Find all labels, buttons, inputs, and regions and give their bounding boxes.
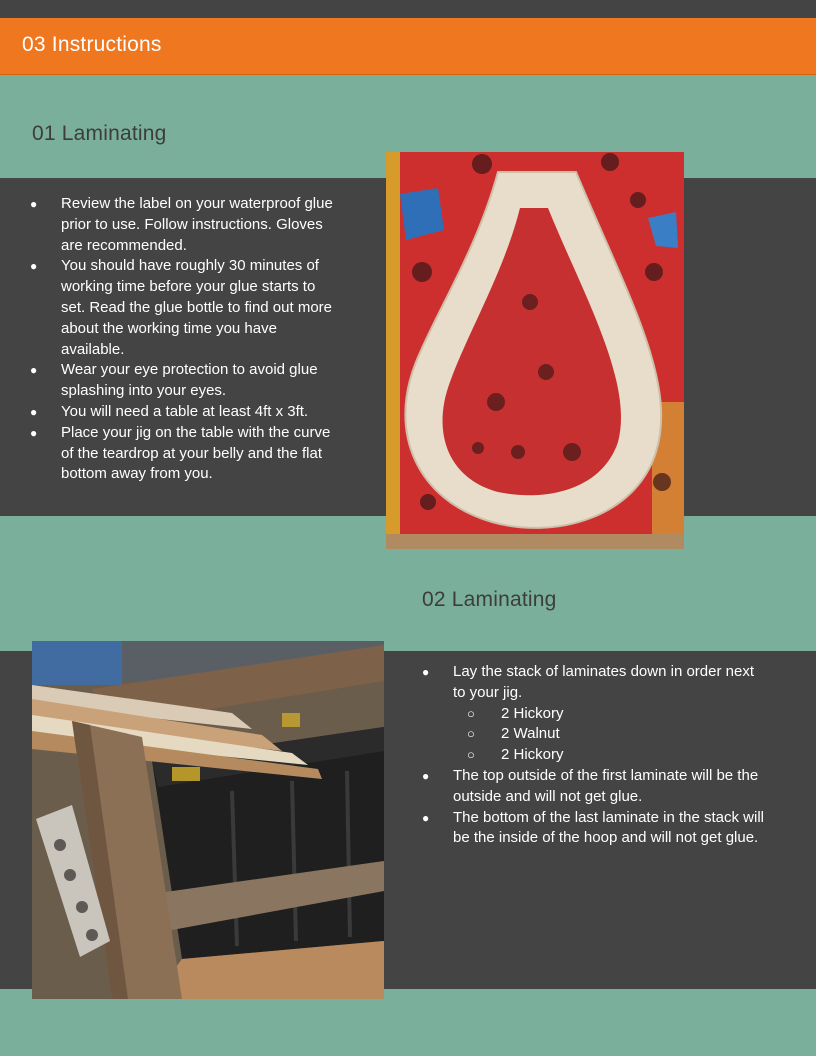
section-1-title: 01 Laminating	[32, 122, 167, 145]
wood-order-list	[453, 704, 765, 766]
list-item: ○ 2 Hickory	[453, 745, 765, 766]
list-item: ● Review the label on your waterproof glue prior to use. Follow instructions. Gloves are recommended.	[30, 195, 333, 254]
header-bar	[0, 18, 816, 75]
list-item: ○ 2 Walnut	[453, 724, 765, 745]
sub-bullet-icon: ○	[467, 705, 475, 721]
bullet-icon: ●	[422, 665, 430, 679]
sub-bullet-icon: ○	[467, 747, 475, 763]
page-title: 03 Instructions	[22, 33, 162, 56]
list-item: ● The top outside of the first laminate will be the outside and will not get glue.	[422, 766, 759, 805]
list-item: ● Lay the stack of laminates down in order next to your jig. ○ 2 Hickory ○ 2 Walnut ○ 2 Hickory	[420, 662, 765, 766]
section-2-bullet-list	[420, 662, 765, 849]
bullet-icon: ●	[30, 425, 38, 440]
list-item: ● Place your jig on the table with the curve of the teardrop at your belly and the flat bottom away from you.	[30, 423, 331, 483]
sub-bullet-icon: ○	[467, 726, 475, 742]
list-item: ● The bottom of the last laminate in the stack will be the inside of the hoop and will not get glue.	[422, 808, 764, 847]
bullet-icon: ●	[30, 363, 38, 378]
teardrop-jig-photo	[386, 152, 684, 549]
bullet-icon: ●	[30, 259, 38, 274]
top-dark-strip	[0, 0, 816, 18]
bullet-icon: ●	[422, 768, 430, 783]
list-item: ● You will need a table at least 4ft x 3ft.	[28, 402, 343, 423]
list-item: ● You should have roughly 30 minutes of working time before your glue starts to set. Read the glue bottle to find out more about the working time you have available.	[30, 257, 333, 358]
section-1-bullet-list	[28, 194, 343, 485]
section-2-title: 02 Laminating	[422, 588, 557, 611]
list-item: ○ 2 Hickory	[453, 704, 765, 725]
laminate-stack-photo	[32, 641, 384, 999]
list-item: ● Wear your eye protection to avoid glue splashing into your eyes.	[30, 361, 318, 400]
bullet-icon: ●	[30, 404, 38, 419]
bullet-icon: ●	[30, 197, 38, 211]
bullet-icon: ●	[422, 810, 430, 825]
